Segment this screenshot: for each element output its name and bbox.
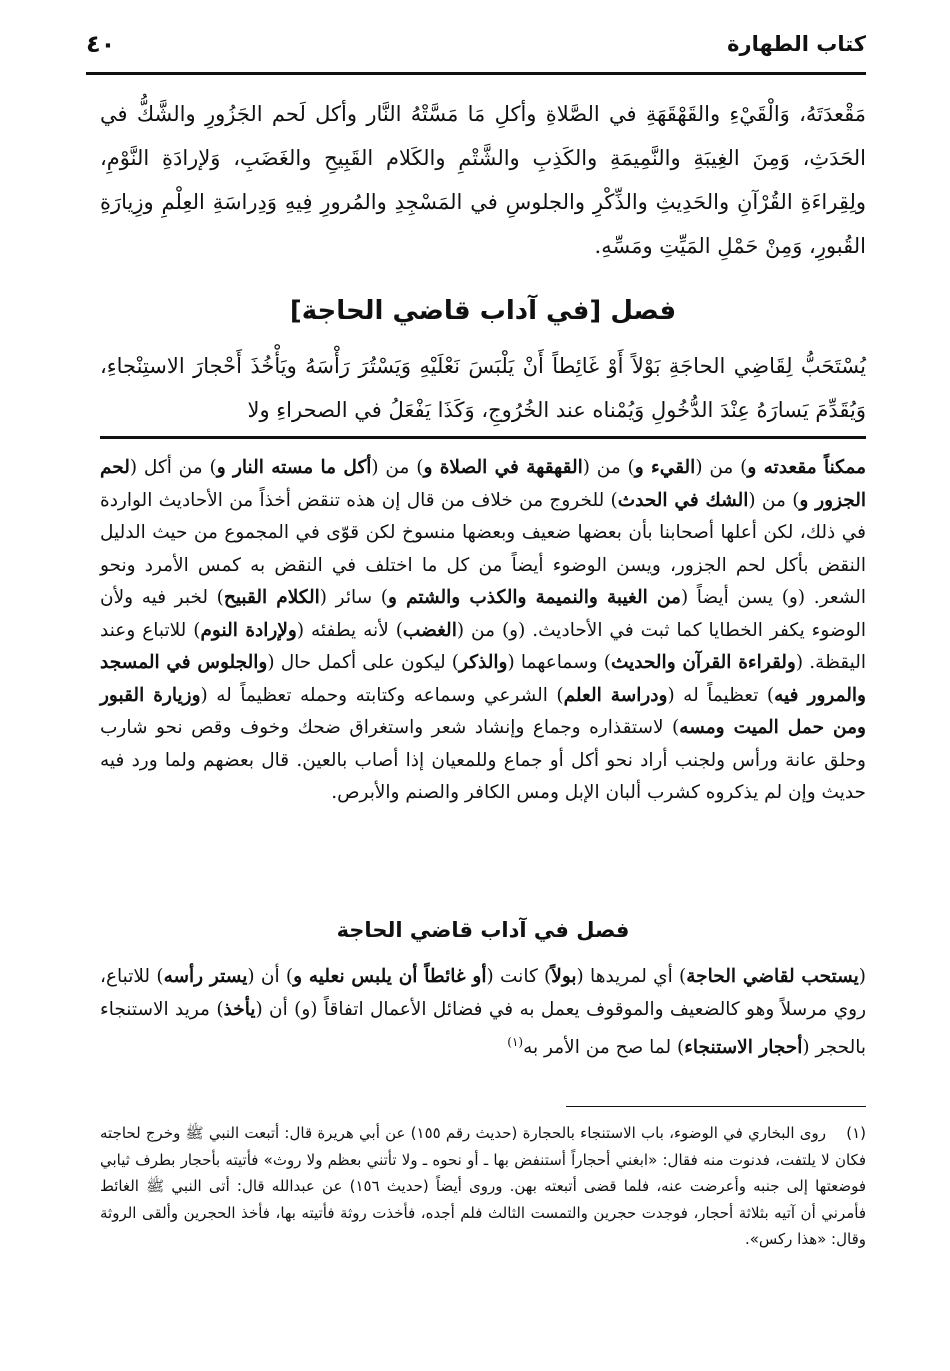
commentary-text: ) من ( bbox=[582, 457, 635, 478]
matn-quote: لحم الجزور و bbox=[100, 457, 866, 511]
commentary-text: ) لخبر فيه ولأن الوضوء يكفر الخطايا كما ثبت في الأحاديث. (و) من ( bbox=[100, 587, 866, 641]
footnote-rule bbox=[566, 1106, 866, 1107]
matn-quote: ممكناً مقعدته و bbox=[747, 457, 867, 478]
commentary-text: ) مريد الاستنجاء بالحجر ( bbox=[100, 999, 866, 1059]
commentary-text: ) لأنه يطفئه ( bbox=[296, 619, 403, 641]
commentary-text: ) من ( bbox=[371, 457, 424, 478]
matn-quote: وزيارة القبور ومن حمل الميت ومسه bbox=[100, 684, 866, 738]
footnote bbox=[100, 1120, 866, 1253]
matn-quote: الشك في الحدث bbox=[617, 489, 749, 511]
matn-paragraph: يُسْتَحَبُّ لِقَاضِي الحاجَةِ بَوْلاً أَوْ غَائِطاً أَنْ يَلْبَسَ نَعْلَيْهِ وَيَسْتُرَ رَأْسَهُ ويَأْخُذَ أَحْجارَ الاستِنْجاءِ، وَيُقَدِّمَ يَسارَهُ عِنْدَ الدُّخُولِ وَيُمْناه عند الخُرُوجِ، وَكَذَا يَفْعَلُ في الصحراءِ ولا bbox=[100, 354, 866, 422]
book-title: كتاب الطهارة bbox=[727, 32, 866, 56]
matn-quote: أو غائطاً أن يلبس نعليه و bbox=[293, 966, 487, 987]
sharh-paragraph-body bbox=[100, 966, 866, 1058]
commentary-text: ) من ( bbox=[695, 457, 748, 478]
footnote-reference[interactable]: (١) bbox=[507, 1035, 524, 1049]
commentary-text: ) الشرعي وسماعه وكتابته وحمله تعظيماً له ( bbox=[200, 684, 564, 706]
matn-sharh-divider bbox=[100, 436, 866, 439]
matn-quote: يأخذ bbox=[223, 999, 256, 1020]
matn-quote: يستحب لقاضي الحاجة bbox=[686, 966, 859, 987]
sharh-paragraph bbox=[100, 960, 866, 1064]
matn-quote: من الغيبة والنميمة والكذب والشتم و bbox=[387, 587, 681, 608]
footnote-text: روى البخاري في الوضوء، باب الاستنجاء بالحجارة (حديث رقم ١٥٥) عن أبي هريرة قال: أتبعت النبي ﷺ وخرج لحاجته فكان لا يلتفت، فدنوت منه فقال: «ابغني أحجاراً أستنفض بها ـ أو نحوه ـ ولا تأتني بعظم ولا روث» فأتيته بأحجار بطرف ثيابي فوضعتها إلى جنبه وأعرضت عنه، فلما قضى أتبعته بهن. وروى أيضاً (حديث ١٥٦) عن عبدالله قال: أتى النبي ﷺ الغائط فأمرني أن آتيه بثلاثة أحجار، فوجدت حجرين والتمست الثالث فلم أجده، فأخذت روثة فأتيته بها، فأخذ الحجرين وألقى الروثة وقال: «هذا ركس». bbox=[100, 1124, 866, 1248]
commentary-text: ) أي لمريدها ( bbox=[576, 966, 687, 987]
matn-quote: يستر رأسه bbox=[163, 966, 248, 987]
commentary-text: ) من ( bbox=[748, 489, 800, 511]
commentary-text: ) ليكون على أكمل حال ( bbox=[267, 652, 460, 673]
commentary-text: ) وسماعهما ( bbox=[507, 652, 611, 673]
matn-quote: أحجار الاستنجاء bbox=[684, 1037, 803, 1059]
matn-quote: ودراسة العلم bbox=[563, 684, 668, 706]
matn-quote: الغضب bbox=[402, 619, 457, 641]
matn-quote: القيء و bbox=[634, 457, 696, 478]
matn-quote: والذكر bbox=[459, 652, 508, 673]
matn-quote: بولاً bbox=[551, 966, 577, 987]
commentary-text: ) من أكل ( bbox=[129, 457, 217, 478]
header-rule bbox=[86, 72, 866, 75]
commentary-text: ( bbox=[858, 966, 866, 987]
matn-quote: ولإرادة النوم bbox=[200, 619, 297, 641]
commentary-text: ) كانت ( bbox=[486, 966, 552, 987]
commentary-text: ) للاتباع، روي مرسلاً وهو كالضعيف والموقوف يعمل به في فضائل الأعمال اتفاقاً (و) أن ( bbox=[100, 966, 866, 1020]
commentary-text: ) سائر ( bbox=[319, 587, 388, 608]
sharh-section-heading: فصل في آداب قاضي الحاجة bbox=[336, 918, 630, 942]
matn-quote: ولقراءة القرآن والحديث bbox=[610, 652, 796, 673]
commentary-text: ) أن ( bbox=[247, 966, 294, 987]
matn-paragraph: مَقْعدَتَهُ، وَالْقَيْءِ والقَهْقَهَةِ في الصَّلاةِ وأكلِ مَا مَسَّتْهُ النَّار وأكل لَحم الجَزُورِ والشَّكُّ في الحَدَثِ، وَمِنَ الغِيبَةِ والنَّمِيمَةِ والكَذِبِ والشَّتْمِ والكَلام القَبِيحِ والغَضَبِ، وَلإرادَةِ النَّوْمِ، ولِقِراءَةِ القُرْآنِ والحَدِيثِ والذِّكْرِ والجلوسِ في المَسْجِدِ والمُرورِ فِيهِ وَدِراسَةِ العِلْمِ وزِيارَةِ القُبورِ، وَمِنْ حَمْلِ المَيِّتِ ومَسِّهِ. bbox=[100, 102, 866, 258]
commentary-text: ) للخروج من خلاف من قال إن هذه تنقض أخذاً من الأحاديث الواردة في ذلك، لكن أعلها أصحابنا بأن بعضها ضعيف وبعضها منسوخ لكن قوّى في المجموع من حيث الدليل النقض بأكل لحم الجزور، ويسن الوضوء أيضاً من كل ما اختلف في النقض به كمس الأمرد ونحو الشعر. (و) يسن أيضاً ( bbox=[100, 489, 867, 608]
matn-section-heading: فصل [في آداب قاضي الحاجة] bbox=[289, 296, 677, 326]
matn-quote: القهقهة في الصلاة و bbox=[423, 457, 583, 478]
commentary-text: ) للاتباع وعند اليقظة. ( bbox=[100, 619, 866, 673]
page-header bbox=[86, 26, 866, 66]
commentary-text: ) لما صح من الأمر به bbox=[523, 1037, 685, 1059]
page-number: ٤٠ bbox=[86, 30, 116, 58]
matn-quote: أكل ما مسته النار و bbox=[216, 457, 372, 478]
matn-quote: الكلام القبيح bbox=[223, 587, 320, 608]
sharh-paragraph bbox=[100, 452, 866, 810]
commentary-text: ) تعظيماً له ( bbox=[667, 684, 775, 706]
commentary-text: ) لاستقذاره وجماع وإنشاد شعر واستغراق ضحك وخوف وقص نحو شارب وحلق عانة ورأس ولجنب أراد نحو أكل أو جماع وللمعيان إذا أصاب بالعين. قال بعضهم ولما ورد فيه حديث وإن لم يذكروه كشرب ألبان الإبل ومس الكافر والصنم والأبرص. bbox=[100, 717, 866, 803]
footnote-marker: (١) bbox=[846, 1124, 866, 1142]
matn-quote: والجلوس في المسجد والمرور فيه bbox=[100, 652, 866, 706]
